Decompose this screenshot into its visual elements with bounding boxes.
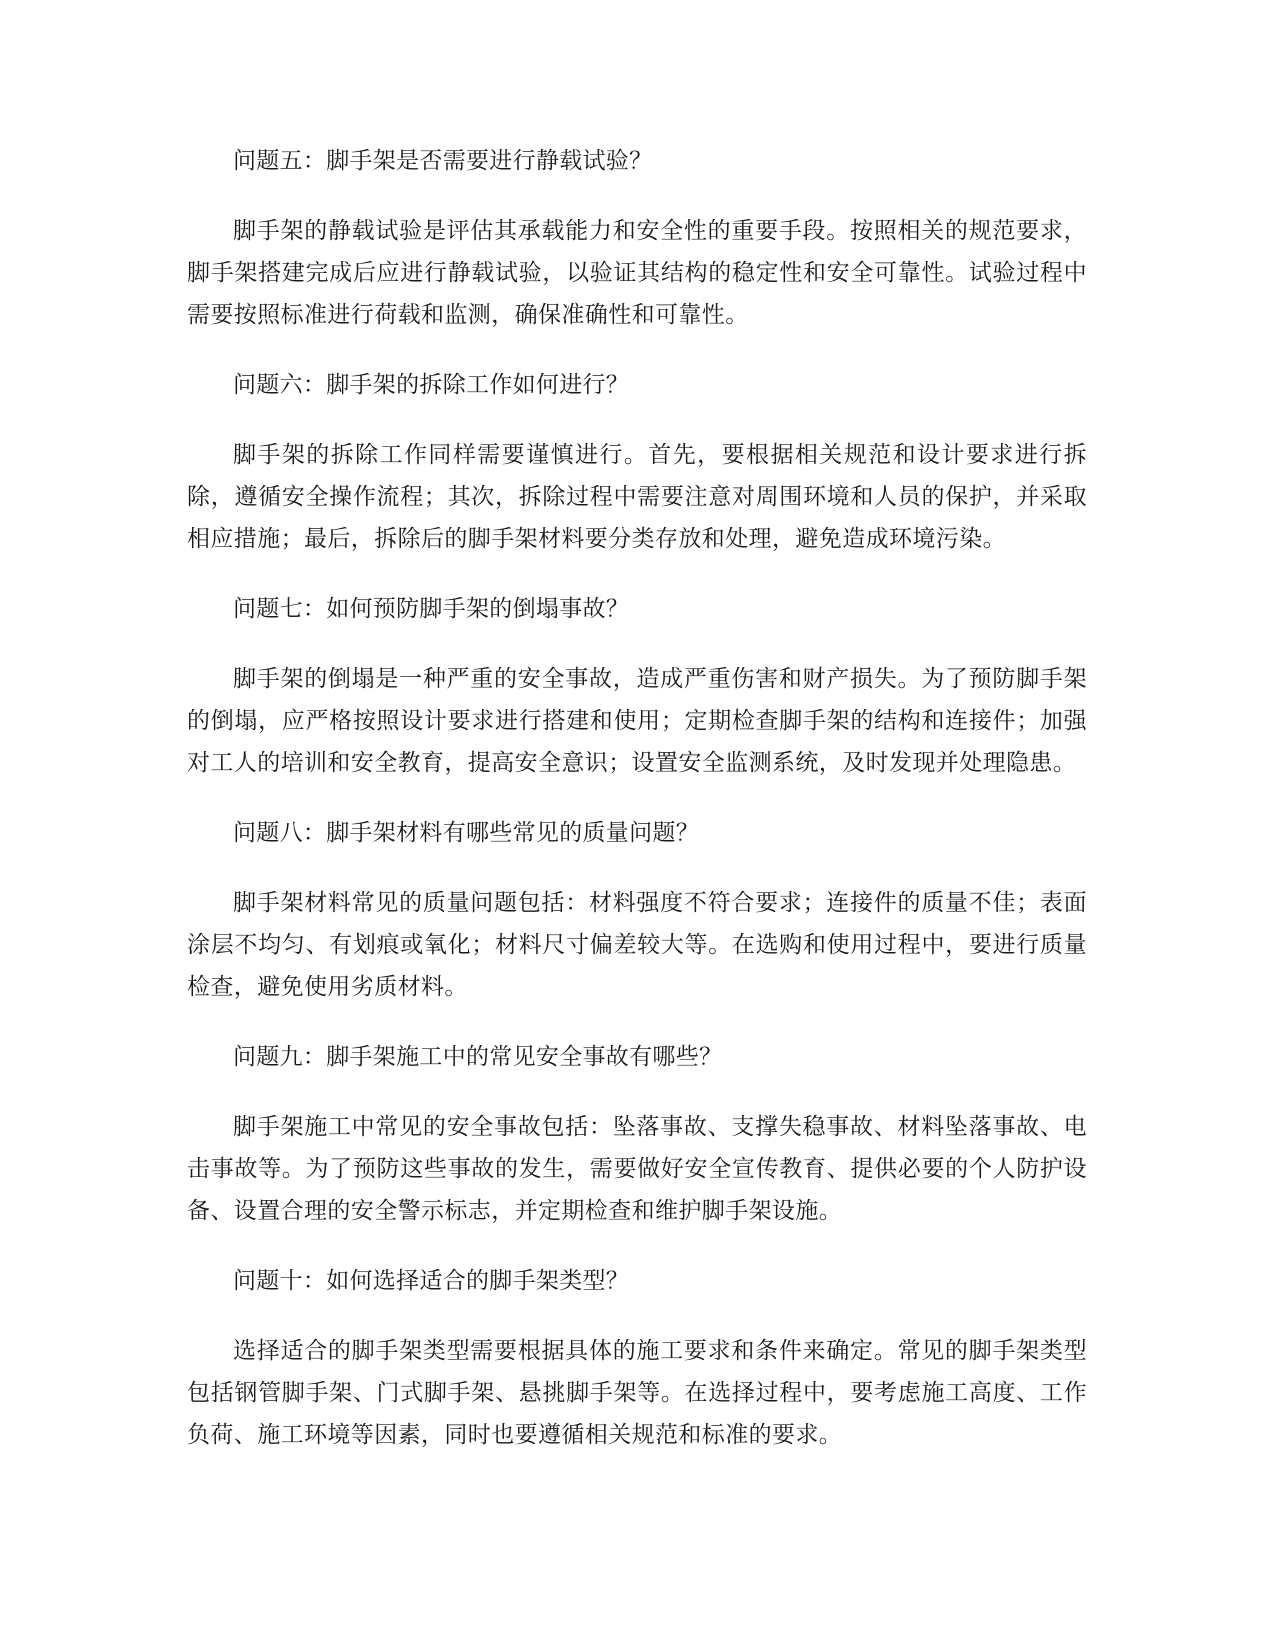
question-6: 问题六：脚手架的拆除工作如何进行？ bbox=[233, 372, 630, 398]
answer-5: 脚手架的静载试验是评估其承载能力和安全性的重要手段。按照相关的规范要求，脚手架搭建完成后应进行静载试验，以验证其结构的稳定性和安全可靠性。试验过程中需要按照标准进行荷载和监测，确保准确性和可靠性。 bbox=[187, 218, 1087, 328]
question-5: 问题五：脚手架是否需要进行静载试验？ bbox=[233, 148, 653, 174]
question-7: 问题七：如何预防脚手架的倒塌事故？ bbox=[233, 596, 630, 622]
question-8: 问题八：脚手架材料有哪些常见的质量问题？ bbox=[233, 820, 699, 846]
answer-6: 脚手架的拆除工作同样需要谨慎进行。首先，要根据相关规范和设计要求进行拆除，遵循安全操作流程；其次，拆除过程中需要注意对周围环境和人员的保护，并采取相应措施；最后，拆除后的脚手架材料要分类存放和处理，避免造成环境污染。 bbox=[187, 442, 1087, 552]
question-9: 问题九：脚手架施工中的常见安全事故有哪些？ bbox=[233, 1044, 723, 1070]
answer-8: 脚手架材料常见的质量问题包括：材料强度不符合要求；连接件的质量不佳；表面涂层不均匀、有划痕或氧化；材料尺寸偏差较大等。在选购和使用过程中，要进行质量检查，避免使用劣质材料。 bbox=[187, 890, 1087, 1000]
document-body bbox=[187, 140, 1087, 1484]
question-10: 问题十：如何选择适合的脚手架类型？ bbox=[233, 1268, 630, 1294]
answer-10: 选择适合的脚手架类型需要根据具体的施工要求和条件来确定。常见的脚手架类型包括钢管脚手架、门式脚手架、悬挑脚手架等。在选择过程中，要考虑施工高度、工作负荷、施工环境等因素，同时也要遵循相关规范和标准的要求。 bbox=[187, 1338, 1087, 1448]
answer-7: 脚手架的倒塌是一种严重的安全事故，造成严重伤害和财产损失。为了预防脚手架的倒塌，应严格按照设计要求进行搭建和使用；定期检查脚手架的结构和连接件；加强对工人的培训和安全教育，提高安全意识；设置安全监测系统，及时发现并处理隐患。 bbox=[187, 666, 1087, 776]
answer-9: 脚手架施工中常见的安全事故包括：坠落事故、支撑失稳事故、材料坠落事故、电击事故等。为了预防这些事故的发生，需要做好安全宣传教育、提供必要的个人防护设备、设置合理的安全警示标志，并定期检查和维护脚手架设施。 bbox=[187, 1114, 1087, 1224]
